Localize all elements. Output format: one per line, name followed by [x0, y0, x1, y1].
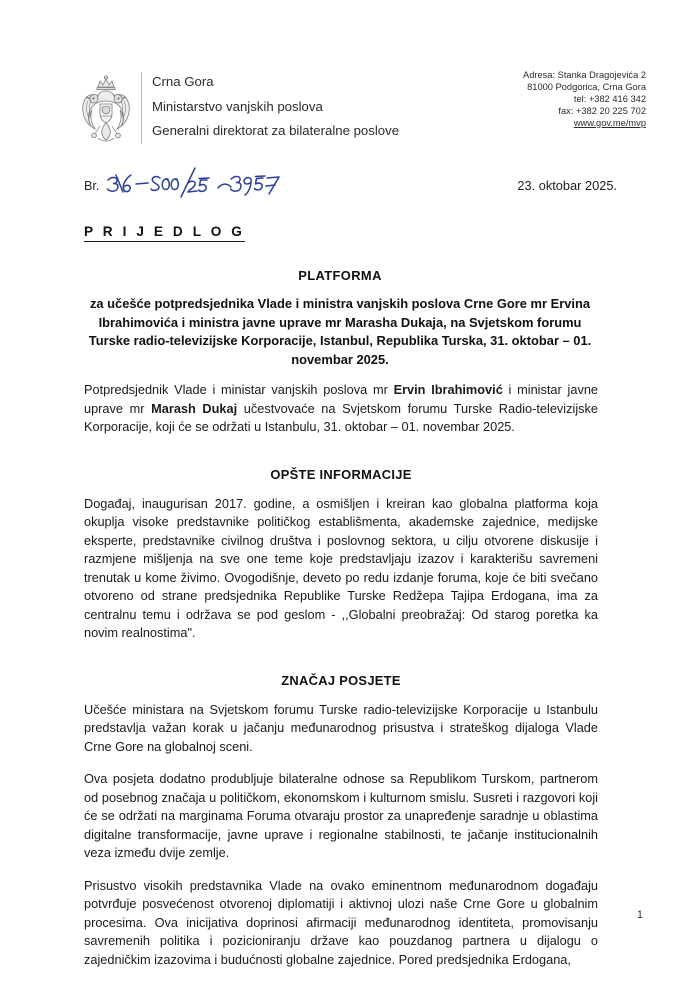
- page-subtitle: za učešće potpredsjednika Vlade i ministra vanjskih poslova Crne Gore mr Ervina Ibrahimovića i ministra javne uprave mr Marasha Dukaja, na Svjetskom forumu Turske radio-televizijske Korporacije, Istanbul, Republika Turska, 31. oktobar – 01. novembar 2025.: [88, 296, 592, 367]
- address-line-fax: fax: +382 20 225 702: [558, 105, 646, 116]
- letterhead-divider: [141, 72, 142, 144]
- page-number: 1: [636, 909, 643, 921]
- handwritten-reference-number: [103, 164, 283, 204]
- intro-text-part3: učestvovaće na Svjetskom forumu Turske Radio-televizijske Korporacije, koji će se održati u Istanbulu, 31. oktobar – 01. novembar 2025.: [84, 400, 599, 434]
- address-line-city: 81000 Podgorica, Crna Gora: [527, 81, 646, 92]
- proposal-heading: P R I J E D L O G: [84, 224, 245, 242]
- section-1-paragraph-2: Prisustvo visokih predstavnika Vlade na ovako eminentnom međunarodnom događaju potvrđuje posvećenost otvorenoj diplomatiji i aktivnoj ulozi naše Crne Gore u globalnim procesima. Ova inicijativa doprinosi afirmaciji međunarodnog identiteta, promovisanju savremenih politika i pozicioniranju države kao pouzdanog partnera u dijalogu o zajedničkim izazovima i budućnosti globalne zajednice. Pored predsjednika Erdogana,: [84, 877, 598, 967]
- address-line-tel: tel: +382 416 342: [573, 93, 646, 104]
- intro-text-part2: i ministar javne uprave mr: [84, 382, 599, 416]
- montenegro-coat-of-arms-icon: [78, 74, 134, 146]
- letterhead-line-ministry: Ministarstvo vanjskih poslova: [152, 98, 323, 114]
- section-0-paragraph-0: Događaj, inaugurisan 2017. godine, a osmišljen i kreiran kao globalna platforma koja okuplja visoke predstavnike političkog establišmenta, akademske zajednice, medijske eksperte, predstavnike civilnog društva i poslovnog sektora, u cilju otvorene diskusije i razmjene mišljenja na sve one teme koje predstavljaju izazov i karakterišu savremeni trenutak u kome živimo. Ovogodišnje, deveto po redu izdanje foruma, koje će biti svečano otvoreno od strane predsjednika Republike Turske Redžepa Tajipa Erdogana, ima za centralnu temu i održava se pod geslom - ,,Globalni preobražaj: Od starog poretka ka novim realnostima".: [84, 495, 598, 640]
- minister-name-2: Marash Dukaj: [151, 400, 238, 416]
- intro-text-part1: Potpredsjednik Vlade i ministar vanjskih poslova mr: [84, 382, 394, 397]
- website-link[interactable]: www.gov.me/mvp: [573, 117, 646, 128]
- page-title: PLATFORMA: [298, 268, 382, 283]
- reference-row: [0, 168, 679, 204]
- letterhead-text-block: [152, 70, 399, 144]
- letterhead-line-country: Crna Gora: [152, 74, 214, 89]
- reference-label: Br.: [84, 179, 100, 193]
- section-heading-visit-significance: ZNAČAJ POSJETE: [281, 672, 401, 688]
- letterhead-line-directorate: Generalni direktorat za bilateralne poslove: [152, 123, 400, 138]
- document-date: 23. oktobar 2025.: [517, 178, 617, 193]
- platform-title-block: [84, 268, 596, 369]
- section-1-paragraph-1: Ova posjeta dodatno produbljuje bilateralne odnose sa Republikom Turskom, partnerom od posebnog značaja u političkom, ekonomskom i kulturnom smislu. Susreti i razgovori koji će se održati na marginama Foruma otvaraju prostor za unapređenje saradnje u oblastima digitalne transformacije, javne uprave i regionalne stabilnosti, te jačanje institucionalnih veza između dvije zemlje.: [84, 771, 598, 860]
- minister-name-1: Ervin Ibrahimović: [393, 382, 503, 397]
- section-1-paragraph-0: Učešće ministara na Svjetskom forumu Turske radio-televizijske Korporacije u Istanbulu predstavlja važan korak u jačanju međunarodnog prisustva i strateškog dijaloga Vlade Crne Gore na globalnoj sceni.: [84, 701, 598, 754]
- section-heading-general-info: OPŠTE INFORMACIJE: [270, 466, 412, 482]
- intro-paragraph: [84, 381, 598, 437]
- document-body: [84, 381, 598, 983]
- address-block: [523, 70, 646, 130]
- address-line-street: Adresa: Stanka Dragojevića 2: [523, 70, 646, 80]
- letterhead: [0, 62, 679, 154]
